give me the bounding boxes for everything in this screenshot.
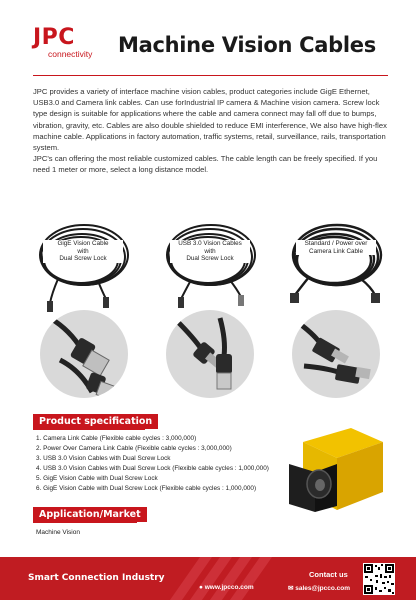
- website-link[interactable]: [199, 584, 254, 591]
- usb-connector-icon: [166, 310, 254, 398]
- globe-icon: ●: [199, 584, 203, 591]
- application-market-heading: Application/Market: [33, 507, 147, 522]
- product-specification-heading: Product specification: [33, 414, 158, 429]
- footer-slogan: Smart Connection Industry: [28, 573, 165, 583]
- website-text: www.jpcco.com: [204, 584, 254, 591]
- gige-label-line-1: GigE Vision Cable: [57, 240, 109, 247]
- spec-item: 5. GigE Vision Cable with Dual Screw Lock: [36, 475, 158, 483]
- jpc-logo: [33, 27, 113, 59]
- logo-subtext: connectivity: [48, 49, 93, 59]
- spec-item: 2. Power Over Camera Link Cable (Flexible cable cycles : 3,000,000): [36, 445, 232, 453]
- intro-paragraph-2: JPC's can offering the most reliable customized cables. The cable length can be freely specified. If you need 1 meter or more, select a long distance model.: [33, 154, 378, 175]
- rj45-connector-icon: [40, 310, 128, 398]
- gige-label-line-3: Dual Screw Lock: [59, 255, 107, 263]
- camera-link-cable-label: [296, 240, 376, 255]
- application-text: Machine Vision: [36, 529, 80, 536]
- intro-paragraph-1: JPC provides a variety of interface machine vision cables, product categories include GigE Ethernet, USB3.0 and Camera link cables. Can use forIndustrial IP camera & Machine vision camera. Screw lock type design is suitable for applications where the cable and camera connect may fall off due to bumps, vibration, gravity, etc. Cables are also double shielded to reduce EMI interference, We also have high-flex machine cable. Applications in factory automation, traffic systems, retail, surveillance, rails, transportation system.: [33, 87, 387, 153]
- application-heading-underline: [33, 522, 137, 523]
- camera-link-connector-closeup: [292, 310, 380, 398]
- machine-vision-camera-image: [285, 420, 390, 520]
- intro-text: [33, 86, 391, 176]
- usb-cable-image: [155, 215, 265, 315]
- email-text: sales@jpcco.com: [295, 585, 351, 592]
- spec-list: [36, 434, 296, 495]
- spec-item: 1. Camera Link Cable (Flexible cable cycles : 3,000,000): [36, 435, 197, 442]
- page-title: Machine Vision Cables: [118, 33, 376, 57]
- camera-link-connector-icon: [292, 310, 380, 398]
- usb-connector-closeup: [166, 310, 254, 398]
- header-divider: [33, 75, 388, 76]
- usb-cable-label: [170, 240, 250, 263]
- spec-item: 6. GigE Vision Cable with Dual Screw Lock (Flexible cable cycles : 1,000,000): [36, 485, 257, 493]
- footer-bar: [0, 557, 416, 600]
- camera-link-label-line-1: Standard / Power over: [304, 240, 368, 247]
- spec-item: 3. USB 3.0 Vision Cables with Dual Screw Lock: [36, 455, 171, 463]
- logo-text: JPC: [33, 25, 75, 50]
- qr-code-icon: [363, 563, 395, 595]
- camera-link-label-line-2: Camera Link Cable: [309, 247, 363, 255]
- spec-item: 4. USB 3.0 Vision Cables with Dual Screw Lock (Flexible cable cycles : 1,000,000): [36, 465, 269, 473]
- usb-label-line-3: Dual Screw Lock: [186, 255, 234, 263]
- gige-cable-image: [28, 215, 138, 315]
- usb-label-line-2: with: [204, 247, 216, 255]
- camera-link-cable-image: [281, 215, 391, 315]
- contact-us-label: Contact us: [309, 570, 348, 579]
- mail-icon: ✉: [288, 585, 294, 592]
- usb-label-line-1: USB 3.0 Vision Cables: [178, 240, 242, 247]
- spec-heading-underline: [33, 429, 145, 430]
- gige-label-line-2: with: [77, 247, 89, 255]
- gige-connector-closeup: [40, 310, 128, 398]
- gige-cable-label: [43, 240, 123, 263]
- email-link[interactable]: [288, 584, 350, 592]
